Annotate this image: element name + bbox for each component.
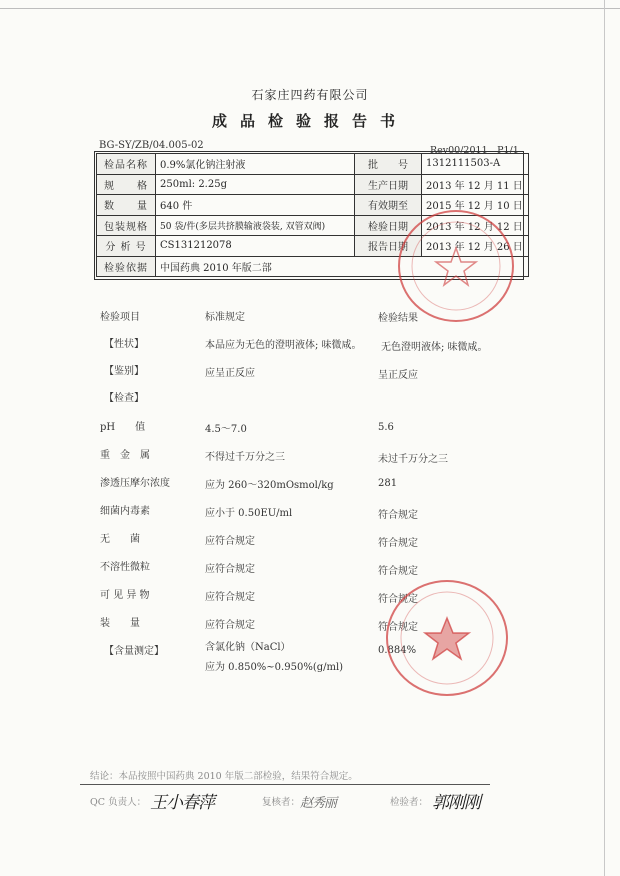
reviewer-signature: 赵秀丽 bbox=[300, 796, 337, 811]
analysis-label: 分 析 号 bbox=[97, 236, 156, 257]
seal-star-icon bbox=[400, 212, 512, 320]
company-name: 石家庄四药有限公司 bbox=[251, 88, 369, 102]
company-seal-stamp bbox=[398, 210, 514, 322]
tester-signature: 郭刚刚 bbox=[432, 793, 480, 813]
test-standard: 应为 260～320mOsmol/kg bbox=[205, 480, 334, 491]
test-standard: 应符合规定 bbox=[205, 564, 255, 575]
seal-star-icon bbox=[388, 582, 506, 694]
assay-standard-line2: 应为 0.850%~0.950%(g/ml) bbox=[205, 662, 344, 673]
test-item: 重 金 属 bbox=[100, 450, 150, 461]
conclusion: 结论：本品按照中国药典 2010 年版二部检验，结果符合规定。 bbox=[90, 771, 358, 782]
appearance-section: 【性状】 bbox=[104, 339, 144, 350]
pack-value: 50 袋/件(多层共挤膜输液袋装, 双管双阀) bbox=[156, 215, 355, 236]
page-top-edge bbox=[0, 8, 620, 9]
test-standard: 不得过千万分之三 bbox=[205, 452, 285, 463]
test-standard: 4.5～7.0 bbox=[205, 424, 247, 435]
product-value: 0.9%氯化钠注射液 bbox=[156, 154, 355, 175]
test-date-value: 2013 年 12 月 12 日 bbox=[422, 215, 529, 236]
test-result: 281 bbox=[378, 478, 398, 489]
appearance-result: 无色澄明液体; 味微咸。 bbox=[381, 342, 488, 353]
qty-label: 数 量 bbox=[97, 195, 156, 216]
report-date-value: 2013 年 12 月 26 日 bbox=[422, 236, 529, 257]
document-number: BG-SY/ZB/04.005-02 bbox=[99, 140, 204, 151]
qc-label: QC 负责人： bbox=[90, 797, 147, 808]
test-result: 符合规定 bbox=[378, 510, 418, 521]
assay-standard-line1: 含氯化钠（NaCl） bbox=[205, 642, 291, 653]
test-item: 细菌内毒素 bbox=[100, 506, 150, 517]
info-row bbox=[97, 154, 529, 175]
appearance-standard: 本品应为无色的澄明液体; 味微咸。 bbox=[205, 340, 362, 351]
test-item: 装 量 bbox=[100, 618, 140, 629]
expiry-value: 2015 年 12 月 10 日 bbox=[422, 195, 529, 216]
test-standard: 应符合规定 bbox=[205, 592, 255, 603]
test-item: 无 菌 bbox=[100, 534, 140, 545]
test-item: pH 值 bbox=[100, 422, 146, 433]
footer-divider bbox=[80, 784, 490, 785]
pack-label: 包装规格 bbox=[97, 215, 156, 236]
batch-value: 1312111503-A bbox=[422, 154, 529, 175]
basis-label: 检验依据 bbox=[97, 256, 156, 277]
header-item: 检验项目 bbox=[100, 312, 140, 323]
header-standard: 标准规定 bbox=[205, 312, 245, 323]
batch-label: 批 号 bbox=[355, 154, 422, 175]
basis-value: 中国药典 2010 年版二部 bbox=[156, 256, 529, 277]
test-result: 符合规定 bbox=[378, 622, 418, 633]
report-title: 成品检验报告书 bbox=[211, 112, 408, 130]
page-right-edge bbox=[604, 0, 605, 876]
expiry-label: 有效期至 bbox=[355, 195, 422, 216]
revision-page: Rev00/2011 P1/1 bbox=[430, 145, 519, 156]
identify-section: 【鉴别】 bbox=[104, 366, 144, 377]
spec-value: 250ml: 2.25g bbox=[156, 174, 355, 195]
product-label: 检品名称 bbox=[97, 154, 156, 175]
test-result: 未过千万分之三 bbox=[378, 454, 448, 465]
test-item: 可 见 异 物 bbox=[100, 590, 150, 601]
spec-label: 规 格 bbox=[97, 174, 156, 195]
test-standard: 应小于 0.50EU/ml bbox=[205, 508, 293, 519]
info-row bbox=[97, 174, 529, 195]
analysis-value: CS131212078 bbox=[156, 236, 355, 257]
test-item: 不溶性微粒 bbox=[100, 562, 150, 573]
mfg-label: 生产日期 bbox=[355, 174, 422, 195]
mfg-value: 2013 年 12 月 11 日 bbox=[422, 174, 529, 195]
test-result: 符合规定 bbox=[378, 538, 418, 549]
test-standard: 应符合规定 bbox=[205, 620, 255, 631]
header-result: 检验结果 bbox=[378, 313, 418, 324]
test-result: 5.6 bbox=[378, 422, 394, 433]
identify-result: 呈正反应 bbox=[378, 370, 418, 381]
assay-section: 【含量测定】 bbox=[104, 646, 164, 657]
test-item: 渗透压摩尔浓度 bbox=[100, 478, 170, 489]
qty-value: 640 件 bbox=[156, 195, 355, 216]
test-date-label: 检验日期 bbox=[355, 215, 422, 236]
test-result: 符合规定 bbox=[378, 594, 418, 605]
reviewer-label: 复核者： bbox=[262, 797, 301, 808]
assay-result: 0.884% bbox=[378, 645, 417, 656]
report-date-label: 报告日期 bbox=[355, 236, 422, 257]
identify-standard: 应呈正反应 bbox=[205, 368, 255, 379]
tester-label: 检验者： bbox=[390, 797, 429, 808]
test-result: 符合规定 bbox=[378, 566, 418, 577]
tests-section: 【检查】 bbox=[104, 393, 144, 404]
test-standard: 应符合规定 bbox=[205, 536, 255, 547]
quality-seal-stamp bbox=[386, 580, 508, 696]
qc-signature: 王小春萍 bbox=[150, 793, 214, 813]
